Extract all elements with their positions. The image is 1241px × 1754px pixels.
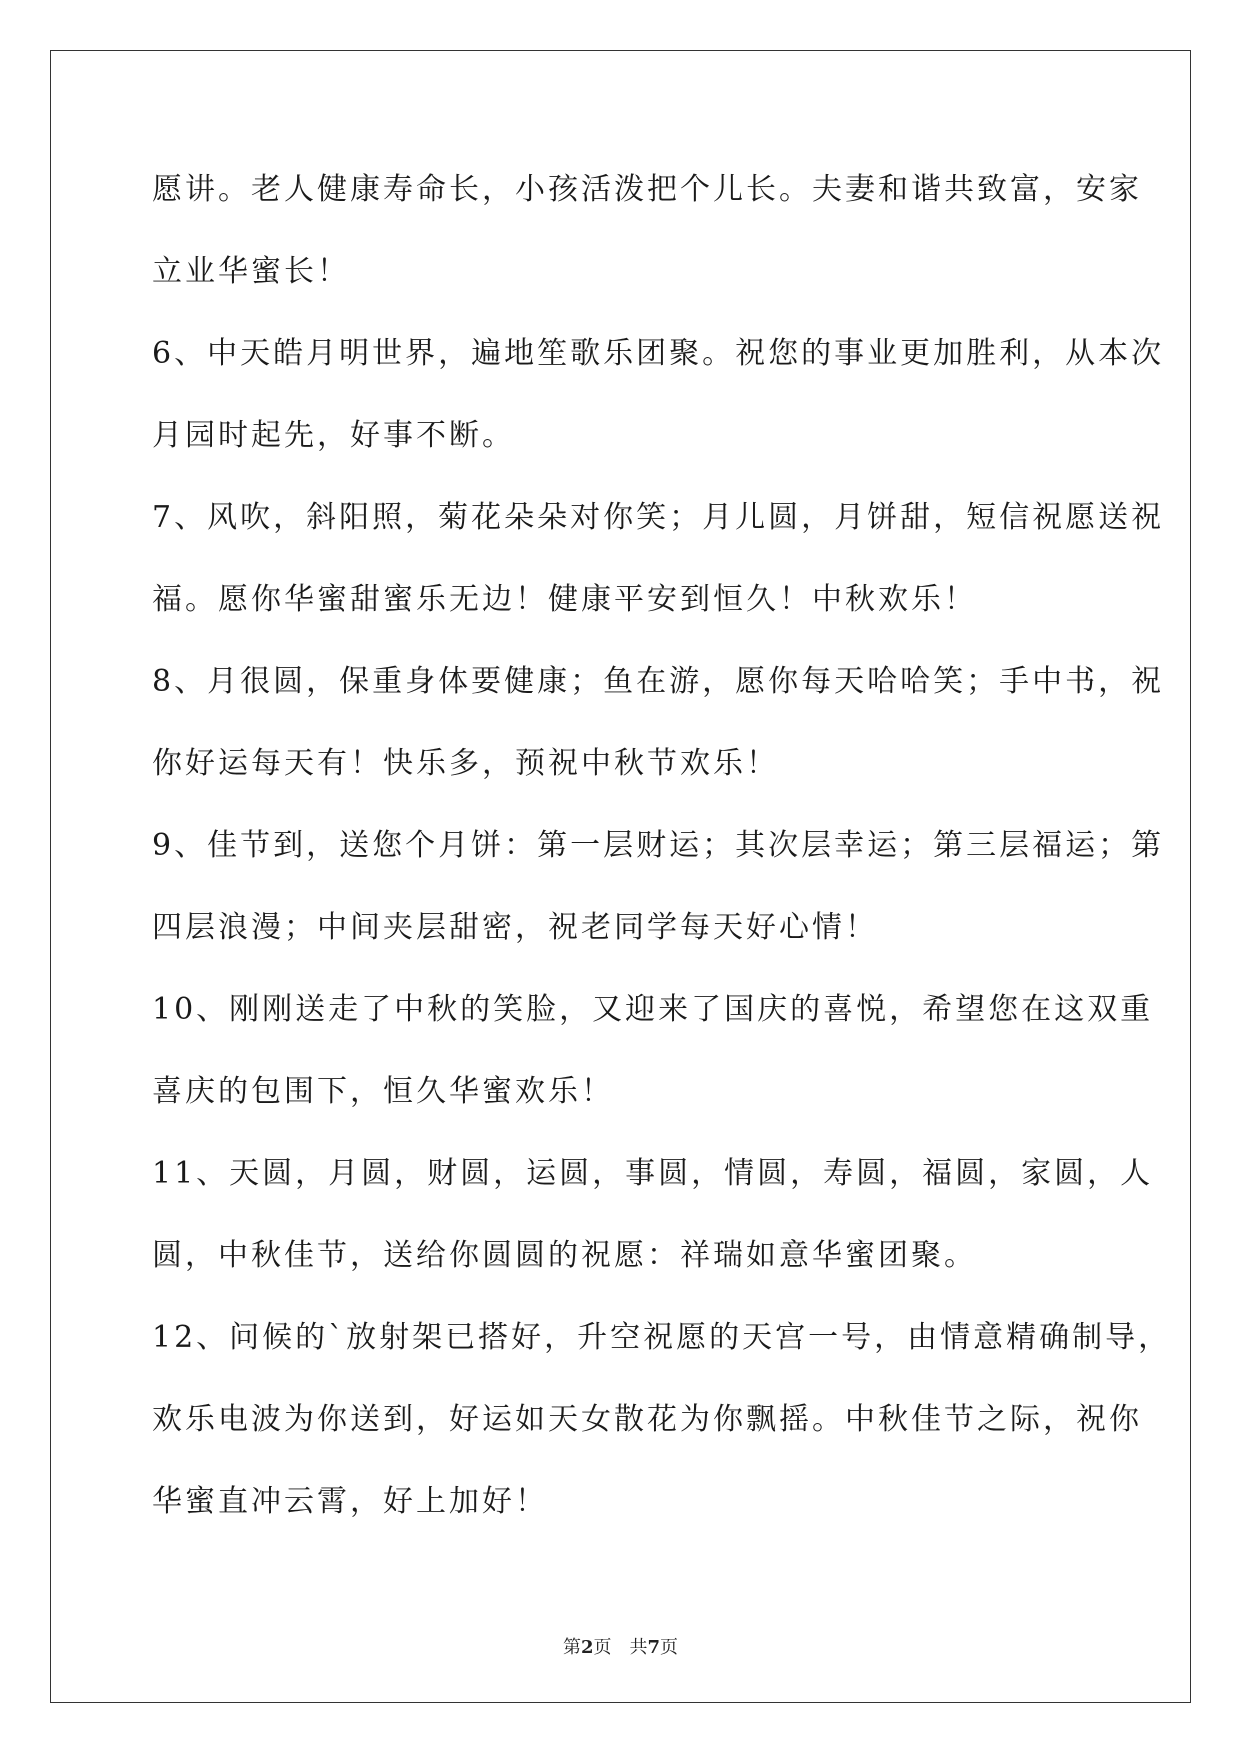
text-line: 12、问候的`放射架已搭好，升空祝愿的天宫一号，由情意精确制导，: [152, 1320, 1172, 1355]
text-line: 11、天圆，月圆，财圆，运圆，事圆，情圆，寿圆，福圆，家圆，人: [152, 1156, 1154, 1191]
text-line: 圆，中秋佳节，送给你圆圆的祝愿：祥瑞如意华蜜团聚。: [152, 1238, 977, 1273]
text-line: 欢乐电波为你送到，好运如天女散花为你飘摇。中秋佳节之际，祝你: [152, 1402, 1142, 1437]
document-body: [152, 160, 1172, 1554]
text-line: 你好运每天有！快乐多，预祝中秋节欢乐！: [152, 746, 779, 781]
text-line: 9、佳节到，送您个月饼：第一层财运；其次层幸运；第三层福运；第: [152, 828, 1165, 863]
text-line: 四层浪漫；中间夹层甜密，祝老同学每天好心情！: [152, 910, 878, 945]
text-line: 华蜜直冲云霄，好上加好！: [152, 1484, 548, 1519]
text-line: 8、月很圆，保重身体要健康；鱼在游，愿你每天哈哈笑；手中书，祝: [152, 664, 1165, 699]
page-footer: [0, 1633, 1241, 1659]
text-line: 愿讲。老人健康寿命长，小孩活泼把个儿长。夫妻和谐共致富，安家: [152, 172, 1142, 207]
footer-page-suffix: 页: [593, 1637, 612, 1658]
text-line: 福。愿你华蜜甜蜜乐无边！健康平安到恒久！中秋欢乐！: [152, 582, 977, 617]
text-line: 6、中天皓月明世界，遍地笙歌乐团聚。祝您的事业更加胜利，从本次: [152, 336, 1165, 371]
text-line: 7、风吹，斜阳照，菊花朵朵对你笑；月儿圆，月饼甜，短信祝愿送祝: [152, 500, 1165, 535]
text-line: 立业华蜜长！: [152, 254, 350, 289]
footer-prefix: 第: [562, 1637, 581, 1658]
text-line: 月园时起先，好事不断。: [152, 418, 515, 453]
footer-total-prefix: 共: [629, 1637, 648, 1658]
page-number: 2: [580, 1637, 594, 1658]
text-line: 10、刚刚送走了中秋的笑脸，又迎来了国庆的喜悦，希望您在这双重: [152, 992, 1154, 1027]
total-pages: 7: [647, 1637, 661, 1658]
footer-total-suffix: 页: [660, 1637, 679, 1658]
text-line: 喜庆的包围下，恒久华蜜欢乐！: [152, 1074, 614, 1109]
